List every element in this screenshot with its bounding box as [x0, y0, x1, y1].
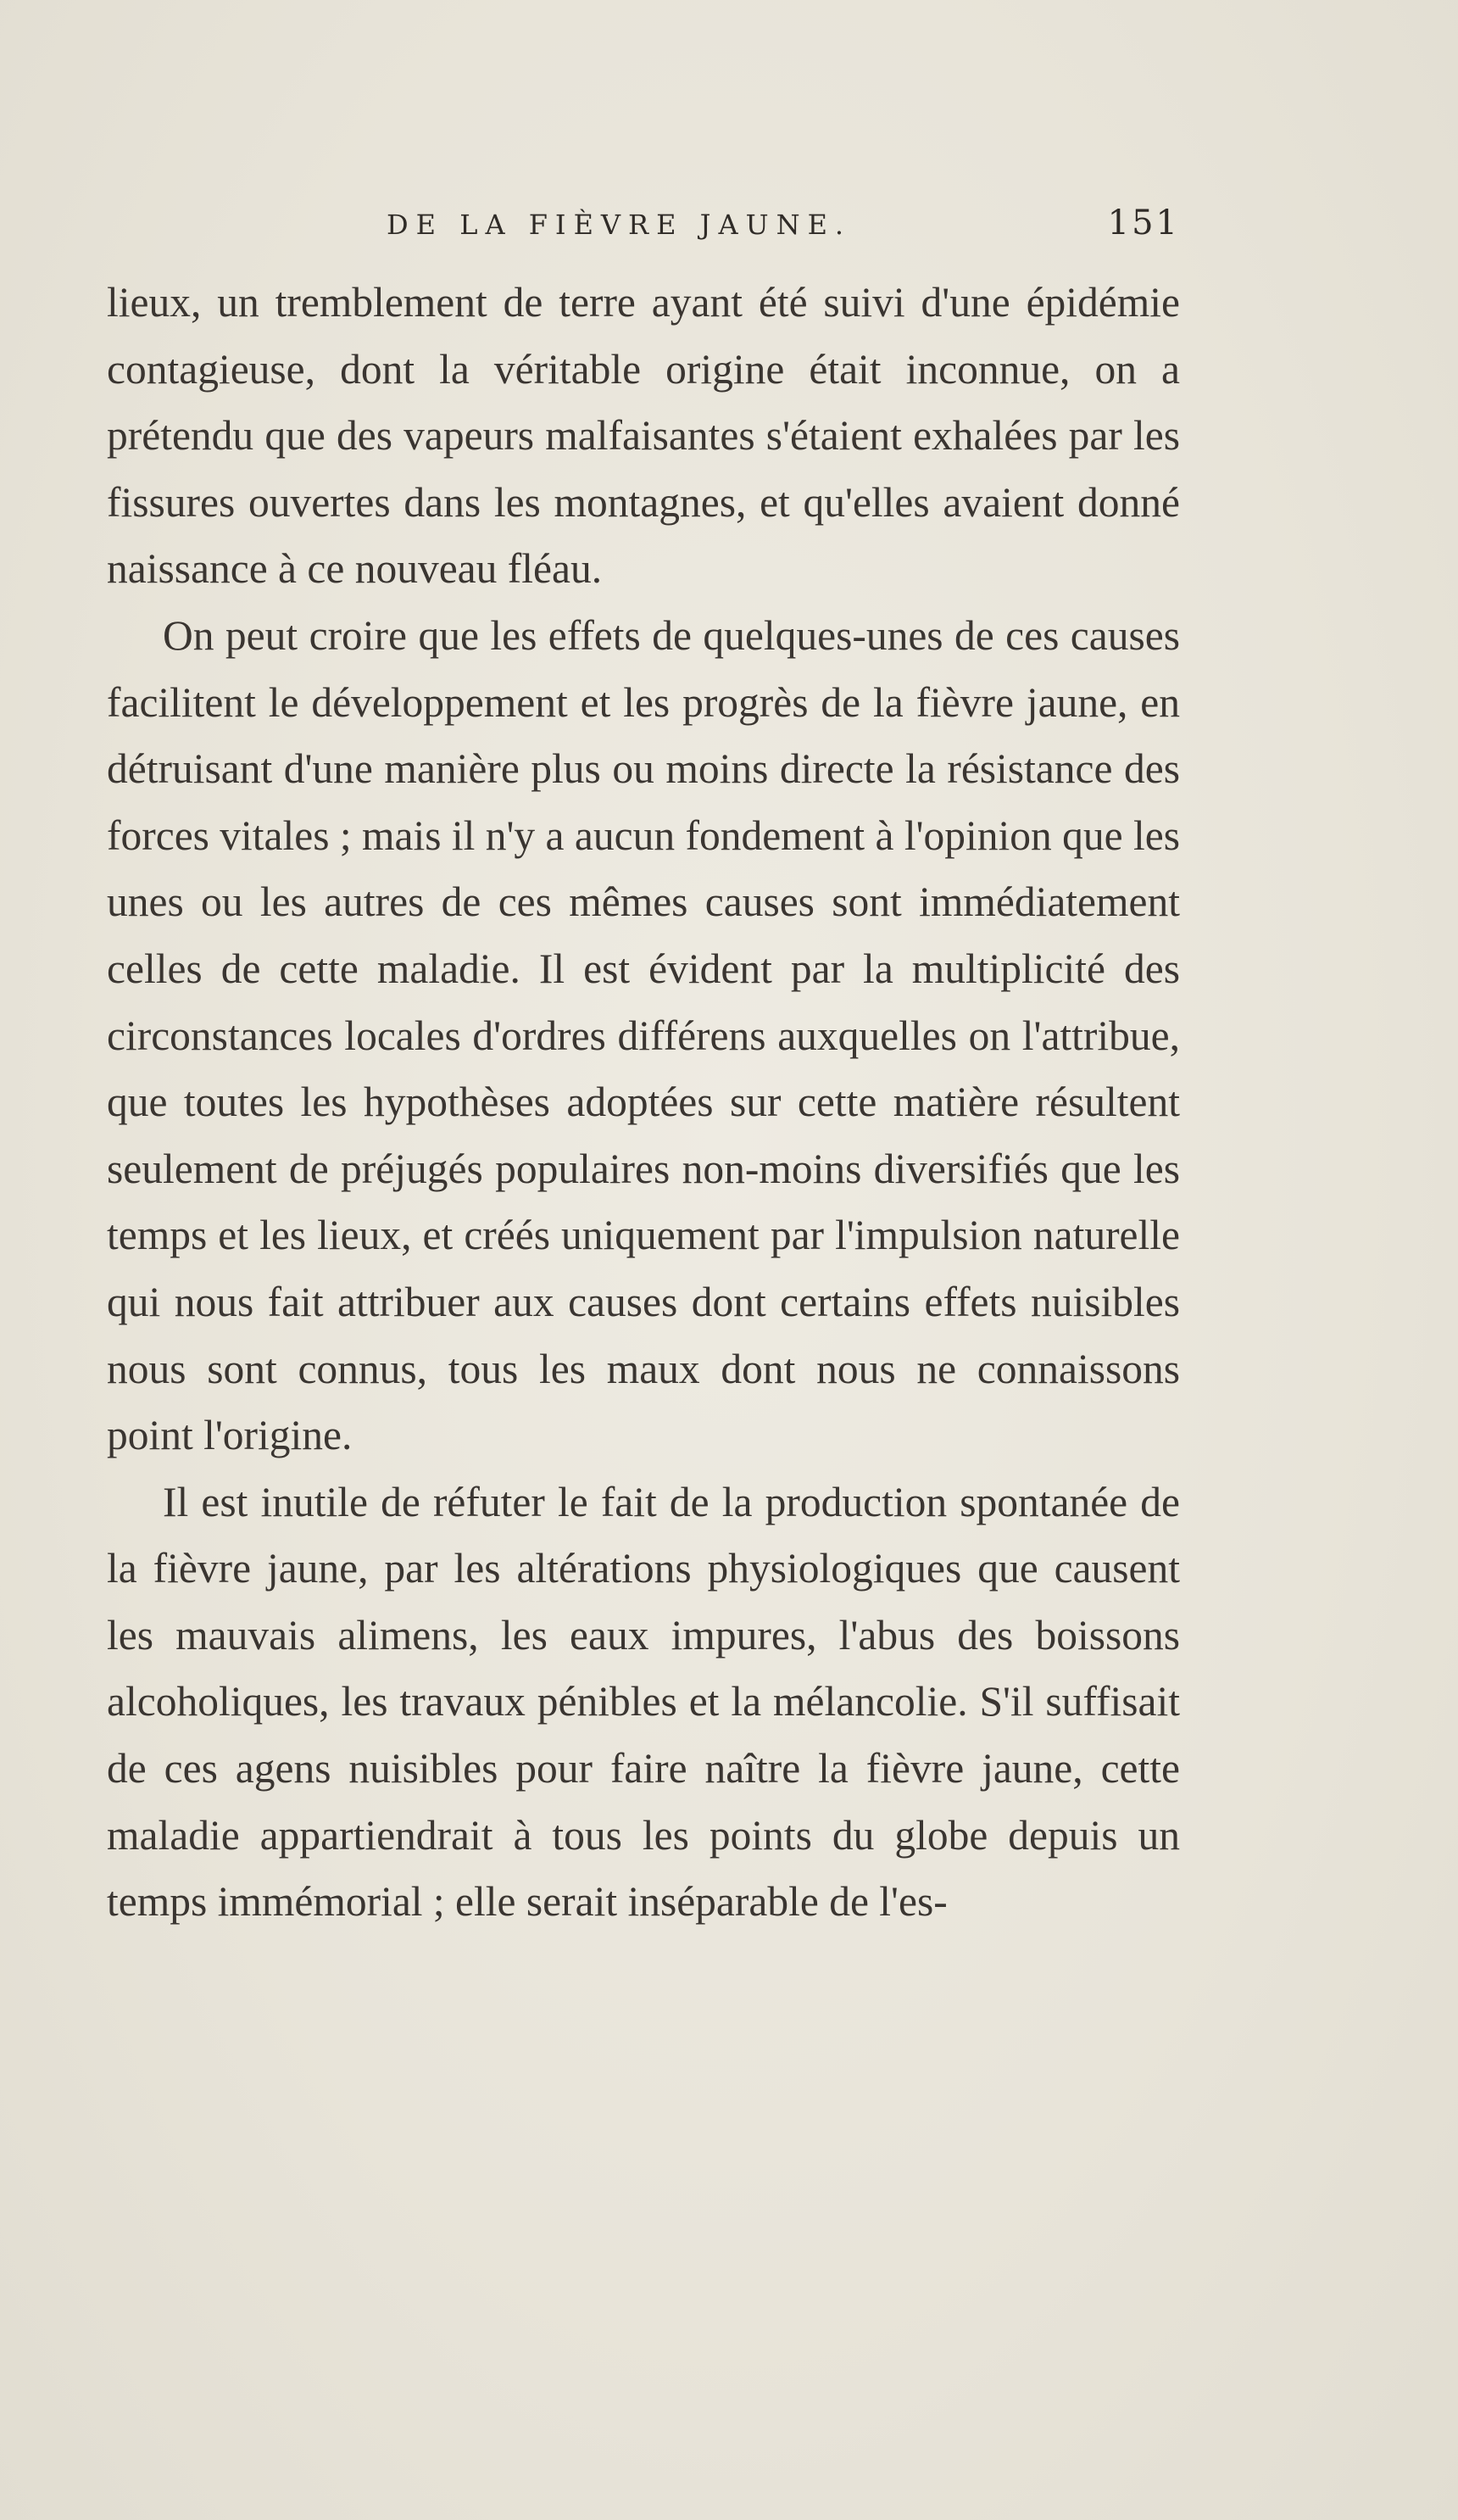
body-text: [107, 270, 1180, 1936]
page-header: [107, 200, 1180, 251]
paragraph-3: Il est inutile de réfuter le fait de la production spontanée de la fièvre jaune, par les altérations physiologiques que causent les mauvais alimens, les eaux impures, l'abus des boissons alcoholiques, les travaux pénibles et la mélancolie. S'il suffisait de ces agens nuisibles pour faire naître la fièvre jaune, cette maladie appartiendrait à tous les points du globe depuis un temps immémorial ; elle serait inséparable de l'es-: [107, 1478, 1180, 1926]
paragraph-2: On peut croire que les effets de quelques-unes de ces causes facilitent le développement et les progrès de la fièvre jaune, en détruisant d'une manière plus ou moins directe la résistance des forces vitales ; mais il n'y a aucun fondement à l'opinion que les unes ou les autres de ces mêmes causes sont immédiatement celles de cette maladie. Il est évident par la multiplicité des circonstances locales d'ordres différens auxquelles on l'attribue, que toutes les hypothèses adoptées sur cette matière résultent seulement de préjugés populaires non-moins diversifiés que les temps et les lieux, et créés uniquement par l'impulsion naturelle qui nous fait attribuer aux causes dont certains effets nuisibles nous sont connus, tous les maux dont nous ne connaissons point l'origine.: [107, 611, 1180, 1459]
running-title: DE LA FIÈVRE JAUNE.: [387, 209, 852, 241]
page-number: 151: [1107, 203, 1180, 243]
paragraph-1: lieux, un tremblement de terre ayant été suivi d'une épidémie contagieuse, dont la véritable origine était inconnue, on a prétendu que des vapeurs malfaisantes s'étaient exhalées par les fissures ouvertes dans les montagnes, et qu'elles avaient donné naissance à ce nouveau fléau.: [107, 279, 1180, 593]
